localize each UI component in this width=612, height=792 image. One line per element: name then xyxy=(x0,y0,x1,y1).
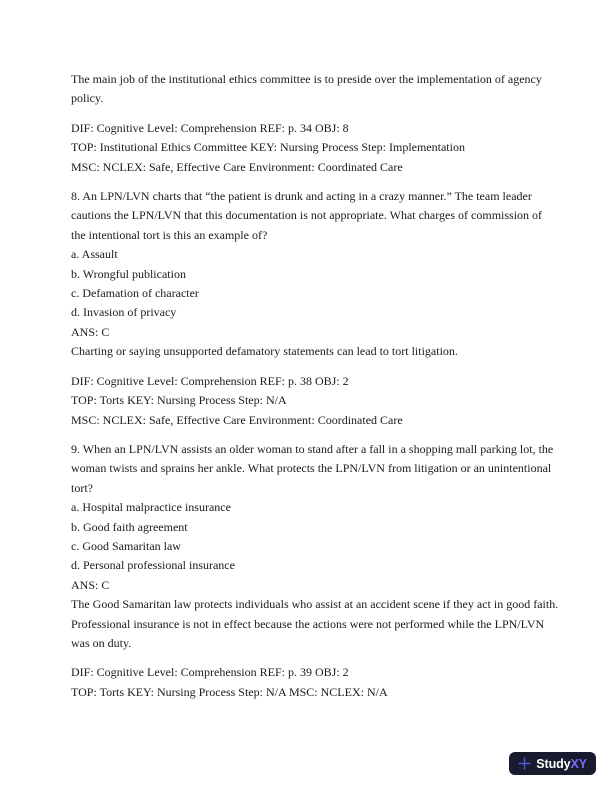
text-line: DIF: Cognitive Level: Comprehension REF: p. 38 OBJ: 2 xyxy=(71,373,349,388)
question8-meta xyxy=(71,372,551,430)
plus-icon xyxy=(518,757,531,770)
text-line: MSC: NCLEX: Safe, Effective Care Environment: Coordinated Care xyxy=(71,159,403,174)
brand-name xyxy=(536,757,587,771)
question9-meta xyxy=(71,663,551,702)
text-line: MSC: NCLEX: Safe, Effective Care Environment: Coordinated Care xyxy=(71,412,403,427)
document-body xyxy=(71,70,559,702)
question7-meta xyxy=(71,119,551,177)
question9 xyxy=(71,440,559,653)
text-line: d. Invasion of privacy xyxy=(71,305,177,320)
text-line: a. Assault xyxy=(71,247,118,262)
brand-suffix: XY xyxy=(570,756,587,771)
text-line: DIF: Cognitive Level: Comprehension REF: p. 39 OBJ: 2 xyxy=(71,665,349,680)
studyxy-watermark xyxy=(509,752,596,775)
text-line: policy. xyxy=(71,91,104,106)
text-line: ANS: C xyxy=(71,324,110,339)
text-line: TOP: Institutional Ethics Committee KEY: Nursing Process Step: Implementation xyxy=(71,140,465,155)
text-line: the intentional tort is this an example of? xyxy=(71,227,268,242)
text-line: was on duty. xyxy=(71,635,132,650)
text-line: d. Personal professional insurance xyxy=(71,558,235,573)
text-line: DIF: Cognitive Level: Comprehension REF: p. 34 OBJ: 8 xyxy=(71,120,349,135)
text-line: woman twists and sprains her ankle. What protects the LPN/LVN from litigation or an unintentional xyxy=(71,461,552,476)
text-line: ANS: C xyxy=(71,577,110,592)
text-line: b. Good faith agreement xyxy=(71,519,188,534)
brand-prefix: Study xyxy=(536,756,571,771)
text-line: Professional insurance is not in effect because the actions were not performed while the LPN/LVN xyxy=(71,616,545,631)
rationale-paragraph xyxy=(71,70,551,109)
text-line: 8. An LPN/LVN charts that “the patient is drunk and acting in a crazy manner.” The team leader xyxy=(71,189,532,204)
text-line: 9. When an LPN/LVN assists an older woman to stand after a fall in a shopping mall parking lot, the xyxy=(71,441,554,456)
text-line: The main job of the institutional ethics committee is to preside over the implementation of agency xyxy=(71,72,542,86)
question8 xyxy=(71,187,551,362)
text-line: b. Wrongful publication xyxy=(71,266,186,281)
text-line: The Good Samaritan law protects individuals who assist at an accident scene if they act in good faith. xyxy=(71,597,559,612)
text-line: a. Hospital malpractice insurance xyxy=(71,500,231,515)
text-line: Charting or saying unsupported defamatory statements can lead to tort litigation. xyxy=(71,344,458,359)
text-line: cautions the LPN/LVN that this documentation is not appropriate. What charges of commission of xyxy=(71,208,543,223)
text-line: TOP: Torts KEY: Nursing Process Step: N/A xyxy=(71,393,287,408)
text-line: tort? xyxy=(71,480,93,495)
text-line: TOP: Torts KEY: Nursing Process Step: N/A MSC: NCLEX: N/A xyxy=(71,684,388,699)
text-line: c. Good Samaritan law xyxy=(71,538,181,553)
text-line: c. Defamation of character xyxy=(71,286,199,301)
